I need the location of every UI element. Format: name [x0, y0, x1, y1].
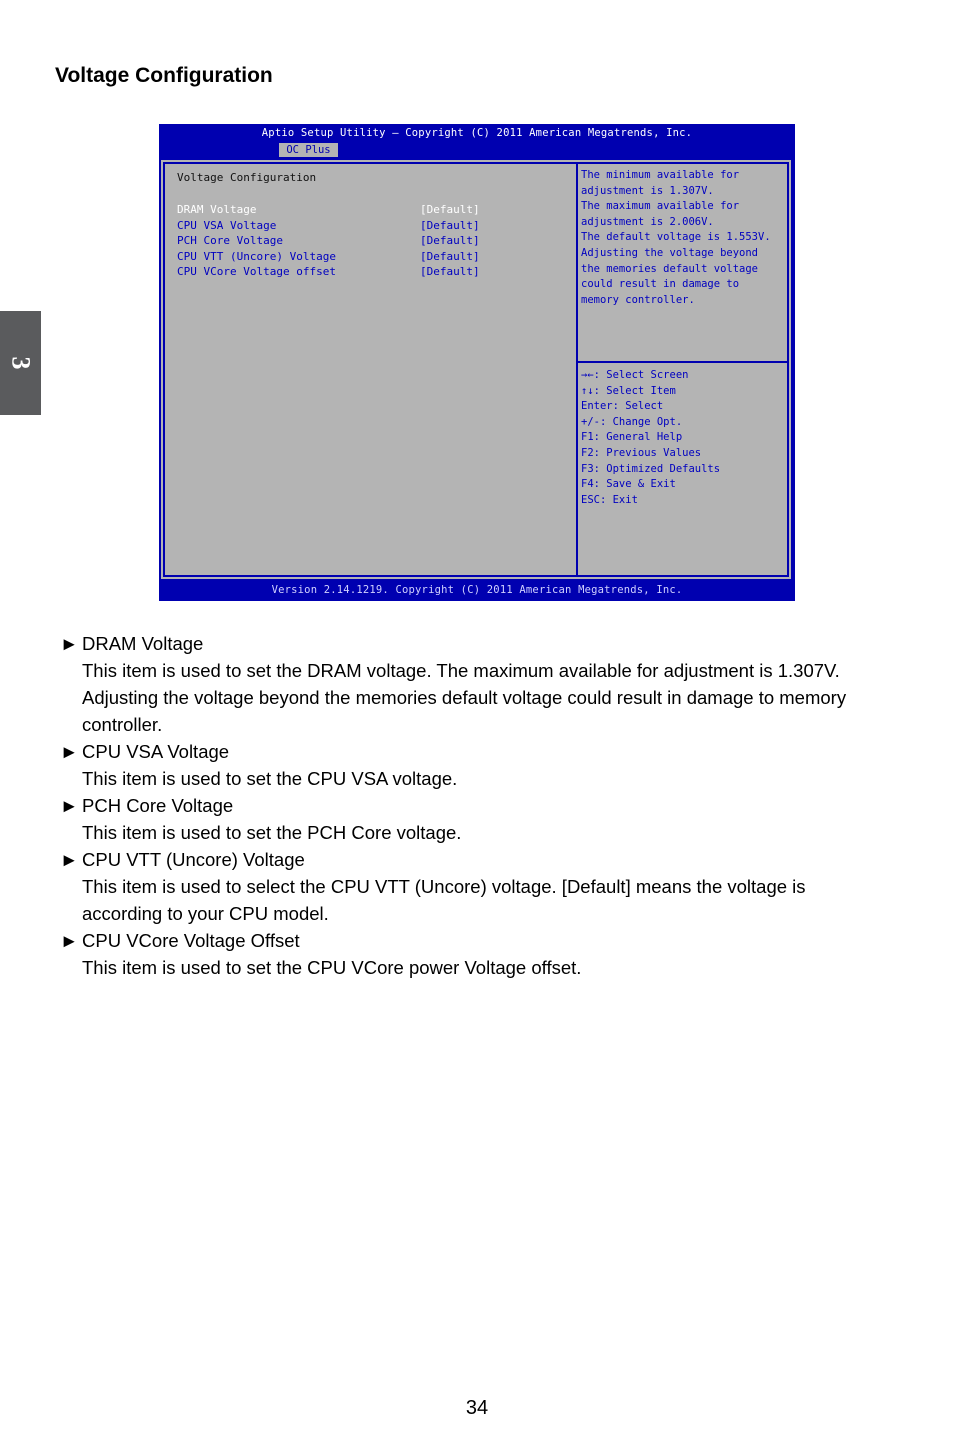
arrow-right-icon: ► — [60, 795, 79, 816]
bios-divider-horizontal — [578, 361, 789, 363]
item-title: PCH Core Voltage — [82, 795, 234, 816]
item-text: This item is used to set the PCH Core voltage. — [82, 822, 462, 843]
item-text: This item is used to set the CPU VSA voltage. — [82, 768, 458, 789]
bios-help-panel — [581, 168, 786, 308]
key-line: →←: Select Screen — [581, 369, 689, 381]
bios-item-dram-voltage[interactable] — [177, 202, 480, 218]
item-text: This item is used to select the CPU VTT (Uncore) voltage. [Default] means the voltage is — [82, 876, 806, 897]
arrow-right-icon: ► — [60, 930, 79, 951]
help-line: The minimum available for — [581, 169, 740, 181]
item-text: controller. — [82, 714, 163, 735]
bios-section-title: Voltage Configuration — [177, 171, 317, 184]
bios-item-cpu-vsa-voltage[interactable] — [177, 218, 480, 234]
bios-item-value: [Default] — [420, 249, 480, 263]
key-line: ↑↓: Select Item — [581, 384, 676, 397]
bios-item-value: [Default] — [420, 218, 480, 232]
bios-item-label: PCH Core Voltage — [177, 234, 283, 248]
help-line: adjustment is 2.006V. — [581, 215, 714, 228]
help-line: The maximum available for — [581, 200, 740, 213]
help-line: could result in damage to — [581, 278, 740, 291]
chapter-tab — [0, 311, 41, 415]
key-line: F2: Previous Values — [581, 446, 702, 459]
bios-title: Aptio Setup Utility – Copyright (C) 2011 American Megatrends, Inc. — [261, 127, 693, 139]
arrow-right-icon: ► — [60, 741, 79, 762]
bios-body — [160, 159, 792, 580]
bios-item-pch-core-voltage[interactable] — [177, 233, 480, 249]
bios-key-legend — [581, 368, 786, 508]
description-cpu-vcore-offset — [60, 927, 920, 981]
bios-item-label: DRAM Voltage — [177, 203, 257, 216]
arrow-right-icon: ► — [60, 849, 79, 870]
item-text: This item is used to set the DRAM voltage. The maximum available for adjustment is 1.307V. — [82, 660, 840, 681]
page-heading: Voltage Configuration — [55, 64, 273, 87]
key-line: ESC: Exit — [581, 493, 638, 506]
bios-divider-vertical — [576, 162, 578, 577]
bios-item-value: [Default] — [420, 265, 480, 279]
bios-tab-oc-plus[interactable]: OC Plus — [279, 143, 338, 157]
item-text: according to your CPU model. — [82, 903, 329, 924]
item-title: CPU VTT (Uncore) Voltage — [82, 849, 305, 870]
bios-screenshot — [159, 124, 795, 601]
bios-item-label: CPU VTT (Uncore) Voltage — [177, 249, 336, 263]
description-dram-voltage — [60, 630, 920, 738]
item-title: DRAM Voltage — [82, 633, 204, 654]
help-line: adjustment is 1.307V. — [581, 184, 714, 197]
item-title: CPU VSA Voltage — [82, 741, 230, 762]
help-line: the memories default voltage — [581, 262, 759, 275]
item-text: Adjusting the voltage beyond the memories default voltage could result in damage to memory — [82, 687, 847, 708]
description-pch-core-voltage — [60, 792, 920, 846]
help-line: Adjusting the voltage beyond — [581, 246, 759, 259]
help-line: The default voltage is 1.553V. — [581, 231, 771, 244]
item-text: This item is used to set the CPU VCore power Voltage offset. — [82, 957, 582, 978]
bios-item-label: CPU VCore Voltage offset — [177, 265, 336, 279]
bios-item-value: [Default] — [420, 234, 480, 248]
key-line: +/-: Change Opt. — [581, 415, 683, 428]
key-line: F3: Optimized Defaults — [581, 462, 721, 475]
bios-item-cpu-vcore-offset[interactable] — [177, 264, 480, 280]
help-line: memory controller. — [581, 293, 695, 306]
chapter-number: 3 — [6, 356, 36, 370]
bios-item-cpu-vtt-voltage[interactable] — [177, 249, 480, 265]
description-cpu-vsa-voltage — [60, 738, 920, 792]
key-line: Enter: Select — [581, 400, 664, 413]
key-line: F1: General Help — [581, 431, 683, 444]
bios-item-value: [Default] — [420, 203, 480, 216]
bios-item-label: CPU VSA Voltage — [177, 218, 277, 232]
key-line: F4: Save & Exit — [581, 478, 676, 491]
arrow-right-icon: ► — [60, 633, 79, 654]
description-cpu-vtt-voltage — [60, 846, 920, 927]
item-descriptions — [60, 630, 920, 981]
page-number: 34 — [465, 1397, 489, 1419]
bios-item-list — [177, 202, 480, 280]
bios-footer: Version 2.14.1219. Copyright (C) 2011 American Megatrends, Inc. — [271, 584, 683, 596]
item-title: CPU VCore Voltage Offset — [82, 930, 300, 951]
